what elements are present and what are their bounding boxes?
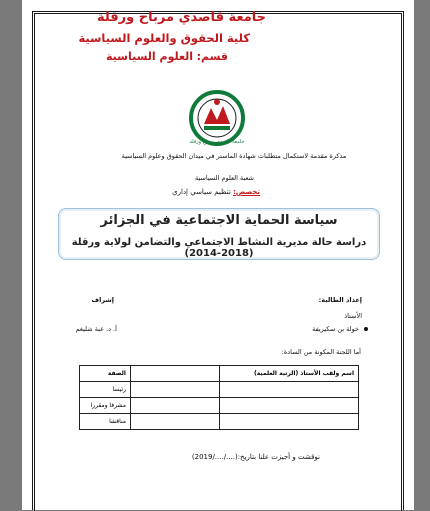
specialty-line bbox=[172, 188, 260, 196]
department-label: قسم: bbox=[196, 50, 228, 63]
department-line bbox=[106, 50, 228, 63]
document-page bbox=[22, 0, 414, 510]
bullet-icon bbox=[364, 327, 368, 331]
memo-purpose: مذكرة مقدمة لاستكمال متطلبات شهادة الماستر في ميدان الحقوق وعلوم السياسية bbox=[121, 152, 347, 160]
defense-date: نوقشت و أجيزت علنا بتاريخ:(..../..../2019) bbox=[191, 453, 320, 461]
specialty-label: تخصص: bbox=[233, 188, 260, 196]
logo-text: جامعة قاصدي مرباح ورقلة bbox=[189, 139, 245, 145]
student-name-line bbox=[312, 325, 368, 333]
table-cell bbox=[131, 398, 220, 414]
header-name-cell bbox=[220, 366, 359, 382]
table-cell bbox=[220, 382, 359, 398]
professor-label: الأستاذ bbox=[344, 312, 362, 320]
role-cell: مشرفا ومقررا bbox=[80, 398, 131, 414]
university-name: جامعة قاصدي مرباح ورقلة bbox=[96, 10, 266, 25]
committee-table bbox=[79, 365, 359, 430]
header-name: اسم ولقب الأستاذ bbox=[300, 370, 354, 377]
header-rank: (الرتبة العلمية) bbox=[253, 370, 299, 377]
table-cell bbox=[220, 398, 359, 414]
role-cell: رئيسا bbox=[80, 382, 131, 398]
header-blank-cell bbox=[131, 366, 220, 382]
faculty-name: كلية الحقوق والعلوم السياسية bbox=[78, 31, 250, 45]
supervisor-name: أ. د. عبة شليغم bbox=[75, 325, 117, 333]
table-row bbox=[80, 414, 359, 430]
table-row bbox=[80, 382, 359, 398]
table-row bbox=[80, 398, 359, 414]
department-name: العلوم السياسية bbox=[105, 50, 194, 63]
student-name: خولة بن سكيريفة bbox=[312, 325, 359, 333]
table-cell bbox=[220, 414, 359, 430]
title-box bbox=[58, 208, 380, 260]
page-border-inner bbox=[34, 13, 402, 511]
specialty-value: تنظيم سياسي إداري bbox=[172, 188, 231, 196]
thesis-title: سياسة الحماية الاجتماعية في الجزائر bbox=[100, 213, 338, 228]
header-role: الصفة bbox=[80, 366, 131, 382]
supervisor-label: إشراف bbox=[91, 296, 114, 304]
committee-intro: أما اللجنة المكونة من السادة: bbox=[281, 348, 361, 356]
university-logo bbox=[184, 90, 250, 146]
thesis-subtitle: دراسة حالة مديرية النشاط الاجتماعي والتضامن لولاية ورقلة (2018-2014) bbox=[71, 237, 367, 259]
table-cell bbox=[131, 382, 220, 398]
table-cell bbox=[131, 414, 220, 430]
role-cell: مناقشا bbox=[80, 414, 131, 430]
memo-branch: شعبة العلوم السياسية bbox=[194, 174, 254, 182]
student-label: إعداد الطالبة: bbox=[318, 296, 362, 304]
table-header-row bbox=[80, 366, 359, 382]
